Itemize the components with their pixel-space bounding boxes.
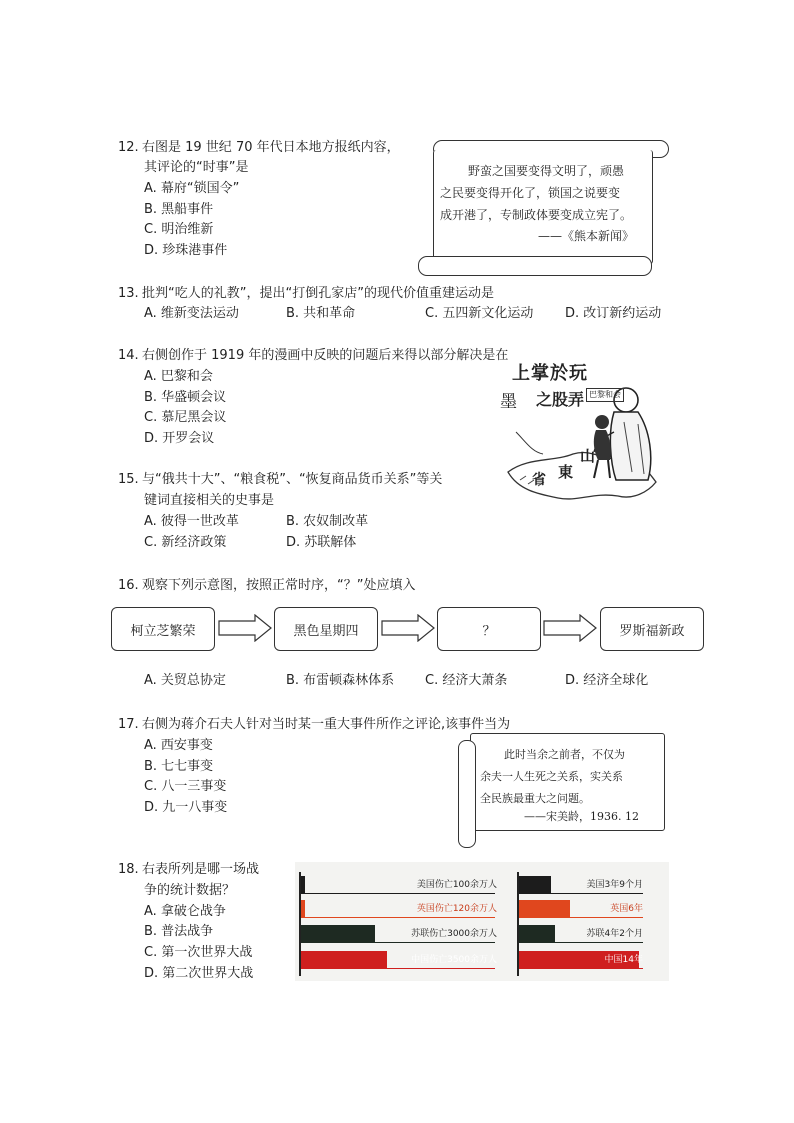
q13-number: 13.: [118, 286, 139, 301]
cartoon-title: 上掌於玩: [512, 363, 588, 384]
q14-option-b[interactable]: B. 华盛顿会议: [144, 390, 227, 405]
q17-option-a[interactable]: A. 西安事变: [144, 738, 213, 753]
chart-bar-2-美国: [519, 876, 551, 894]
cartoon-char-sheng: 省: [532, 472, 546, 488]
q14-number: 14.: [118, 348, 139, 363]
q17-scroll-line1: 此时当余之前者，不仅为: [504, 748, 625, 761]
q14-option-c[interactable]: C. 慕尼黑会议: [144, 410, 227, 425]
q13-option-b[interactable]: B. 共和革命: [286, 306, 356, 321]
flow-arrow-1: [217, 614, 273, 642]
q12-scroll-line3: 成开港了，专制政体要变成立宪了。: [440, 208, 633, 222]
q17-number: 17.: [118, 717, 139, 732]
q13-option-a[interactable]: A. 维新变法运动: [144, 306, 239, 321]
q18-option-c[interactable]: C. 第一次世界大战: [144, 945, 253, 960]
cartoon-char-dong: 東: [558, 463, 574, 481]
q18-stem-line2: 争的统计数据？: [144, 883, 236, 898]
q16-number: 16.: [118, 578, 139, 593]
q16-option-a[interactable]: A. 关贸总协定: [144, 673, 226, 688]
chart-bar-1-美国: [301, 876, 305, 894]
q14-cartoon: [498, 362, 662, 512]
chart-label-1-美国: 美国伤亡100余万人: [416, 880, 497, 890]
q12-scroll-line2: 之民要变得开化了，锁国之说要变: [440, 186, 621, 200]
q14-option-d[interactable]: D. 开罗会议: [144, 431, 215, 446]
q15-number: 15.: [118, 472, 139, 487]
chart-label-1-苏联: 苏联伤亡3000余万人: [411, 929, 497, 939]
q12-scroll-line1: 野蛮之国要变得文明了，顽愚: [468, 164, 625, 178]
cartoon-stamp: 巴黎和会: [586, 388, 624, 402]
q18-stem-line1: 右表所列是哪一场战: [142, 862, 260, 877]
q14-option-a[interactable]: A. 巴黎和会: [144, 369, 213, 384]
q18-option-b[interactable]: B. 普法战争: [144, 924, 214, 939]
cartoon-illustration: [498, 362, 662, 512]
q16-option-c[interactable]: C. 经济大萧条: [425, 673, 508, 688]
q16-option-b[interactable]: B. 布雷顿森林体系: [286, 673, 395, 688]
q16-stem: 观察下列示意图，按照正常时序，“？”处应填入: [142, 578, 416, 593]
q15-option-c[interactable]: C. 新经济政策: [144, 535, 227, 550]
chart-label-2-美国: 美国3年9个月: [586, 880, 643, 890]
q18-statistics-chart: [295, 862, 669, 981]
q12-stem-line2: 其评论的“时事”是: [144, 160, 249, 175]
chart-label-1-英国: 英国伤亡120余万人: [416, 904, 497, 914]
flow-box-2: 黑色星期四: [274, 607, 378, 651]
q18-option-d[interactable]: D. 第二次世界大战: [144, 966, 254, 981]
q13-option-c[interactable]: C. 五四新文化运动: [425, 306, 534, 321]
q14-stem: 右侧创作于 1919 年的漫画中反映的问题后来得以部分解决是在: [142, 348, 509, 363]
cartoon-char-shan: 山: [580, 447, 596, 465]
cartoon-char-mo: 墨: [500, 392, 517, 412]
q12-option-d[interactable]: D. 珍珠港事件: [144, 243, 228, 258]
cartoon-subtitle: 之股弄: [536, 390, 585, 409]
q13-option-d[interactable]: D. 改订新约运动: [565, 306, 662, 321]
flow-box-1: 柯立芝繁荣: [111, 607, 215, 651]
q17-stem: 右侧为蒋介石夫人针对当时某一重大事件所作之评论,该事件当为: [142, 717, 511, 732]
flow-box-3: ？: [437, 607, 541, 651]
q17-option-b[interactable]: B. 七七事变: [144, 759, 214, 774]
q15-option-d[interactable]: D. 苏联解体: [286, 535, 357, 550]
q17-option-d[interactable]: D. 九一八事变: [144, 800, 228, 815]
q15-option-a[interactable]: A. 彼得一世改革: [144, 514, 239, 529]
q15-stem-line1: 与“俄共十大”、“粮食税”、“恢复商品货币关系”等关: [142, 472, 443, 487]
q18-option-a[interactable]: A. 拿破仑战争: [144, 904, 226, 919]
chart-label-1-中国: 中国伤亡3500余万人: [411, 955, 497, 965]
chart-label-2-苏联: 苏联4年2个月: [586, 929, 643, 939]
chart-label-2-英国: 英国6年: [610, 904, 643, 914]
q12-scroll-source: ——《熊本新闻》: [538, 229, 635, 243]
q12-number: 12.: [118, 140, 139, 155]
q12-option-b[interactable]: B. 黑船事件: [144, 202, 214, 217]
chart-bar-2-苏联: [519, 925, 555, 943]
flow-arrow-3: [542, 614, 598, 642]
chart-bar-1-英国: [301, 900, 305, 918]
q12-option-c[interactable]: C. 明治维新: [144, 222, 214, 237]
flow-arrow-2: [380, 614, 436, 642]
q18-number: 18.: [118, 862, 139, 877]
q17-scroll-source: ——宋美龄，1936. 12: [524, 810, 639, 823]
flow-box-4: 罗斯福新政: [600, 607, 704, 651]
q12-option-a[interactable]: A. 幕府“锁国令”: [144, 181, 240, 196]
q16-option-d[interactable]: D. 经济全球化: [565, 673, 649, 688]
q17-option-c[interactable]: C. 八一三事变: [144, 779, 227, 794]
q17-scroll-line3: 全民族最重大之问题。: [480, 792, 590, 805]
q13-stem: 批判“吃人的礼教”，提出“打倒孔家店”的现代价值重建运动是: [142, 286, 494, 301]
chart-label-2-中国: 中国14年: [604, 955, 643, 965]
q17-scroll-line2: 余夫一人生死之关系，实关系: [480, 770, 623, 783]
q15-stem-line2: 键词直接相关的史事是: [144, 493, 275, 508]
q15-option-b[interactable]: B. 农奴制改革: [286, 514, 369, 529]
q12-stem-line1: 右图是 19 世纪 70 年代日本地方报纸内容，: [142, 140, 400, 155]
